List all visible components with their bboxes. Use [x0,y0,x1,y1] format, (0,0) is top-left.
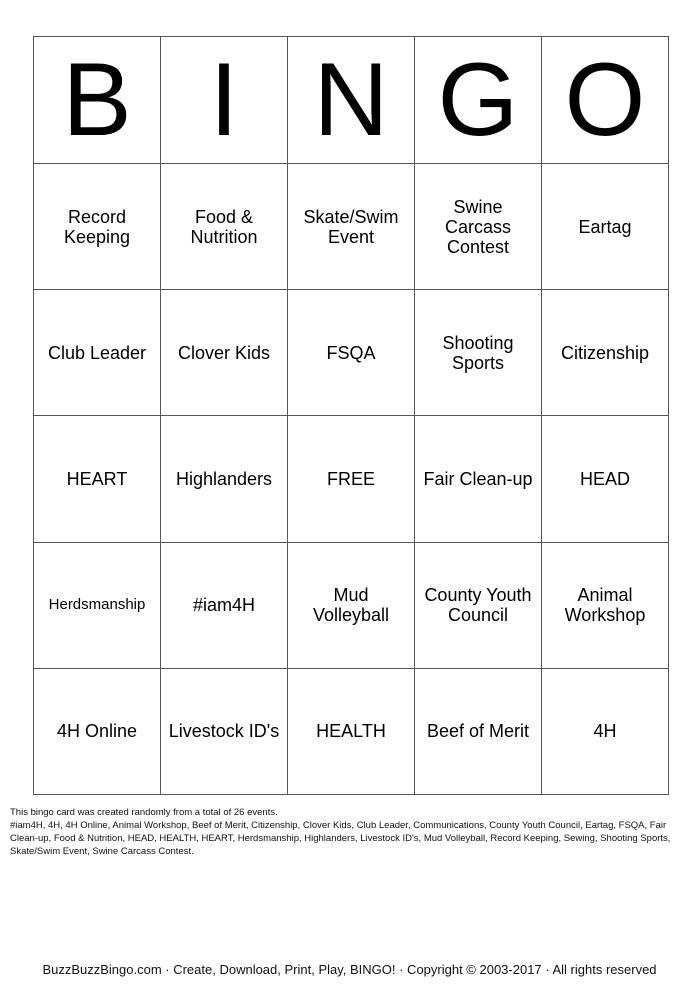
free-space-cell: FREE [288,416,415,542]
bingo-cell: County Youth Council [415,542,542,668]
bingo-cell: Club Leader [34,290,161,416]
bingo-cell: 4H [542,668,669,794]
bingo-cell: Shooting Sports [415,290,542,416]
header-letter-b: B [34,37,161,164]
bingo-cell: FSQA [288,290,415,416]
bingo-row-2 [34,290,669,416]
bingo-cell: Clover Kids [161,290,288,416]
bingo-row-5 [34,668,669,794]
bingo-cell: Herdsmanship [34,542,161,668]
bingo-cell: HEART [34,416,161,542]
header-letter-n: N [288,37,415,164]
bingo-cell: Skate/Swim Event [288,164,415,290]
bingo-cell: Citizenship [542,290,669,416]
bingo-row-3 [34,416,669,542]
bingo-cell: 4H Online [34,668,161,794]
events-list: #iam4H, 4H, 4H Online, Animal Workshop, Beef of Merit, Citizenship, Clover Kids, Club Leader, Communications, County Youth Council, Eartag, FSQA, Fair Clean-up, Food & Nutrition, HEAD, HEALTH, HEART, Herdsmanship, Highlanders, Livestock ID's, Mud Volleyball, Record Keeping, Sewing, Shooting Sports, Skate/Swim Event, Swine Carcass Contest. [10,820,671,857]
header-letter-o: O [542,37,669,164]
bingo-cell: HEALTH [288,668,415,794]
bingo-cell: HEAD [542,416,669,542]
bingo-cell: Livestock ID's [161,668,288,794]
bingo-row-4 [34,542,669,668]
bingo-cell: Eartag [542,164,669,290]
card-summary: This bingo card was created randomly from a total of 26 events. [10,807,278,818]
bingo-cell: Beef of Merit [415,668,542,794]
bingo-cell: Highlanders [161,416,288,542]
bingo-cell: Record Keeping [34,164,161,290]
card-info [10,806,690,858]
bingo-row-1 [34,164,669,290]
header-letter-g: G [415,37,542,164]
bingo-cell: #iam4H [161,542,288,668]
footer-copyright: BuzzBuzzBingo.com · Create, Download, Print, Play, BINGO! · Copyright © 2003-2017 · All rights reserved [42,962,657,977]
bingo-card [33,36,669,795]
bingo-cell: Animal Workshop [542,542,669,668]
bingo-cell: Food & Nutrition [161,164,288,290]
bingo-cell: Swine Carcass Contest [415,164,542,290]
bingo-header-row [34,37,669,164]
bingo-cell: Mud Volleyball [288,542,415,668]
bingo-cell: Fair Clean-up [415,416,542,542]
header-letter-i: I [161,37,288,164]
